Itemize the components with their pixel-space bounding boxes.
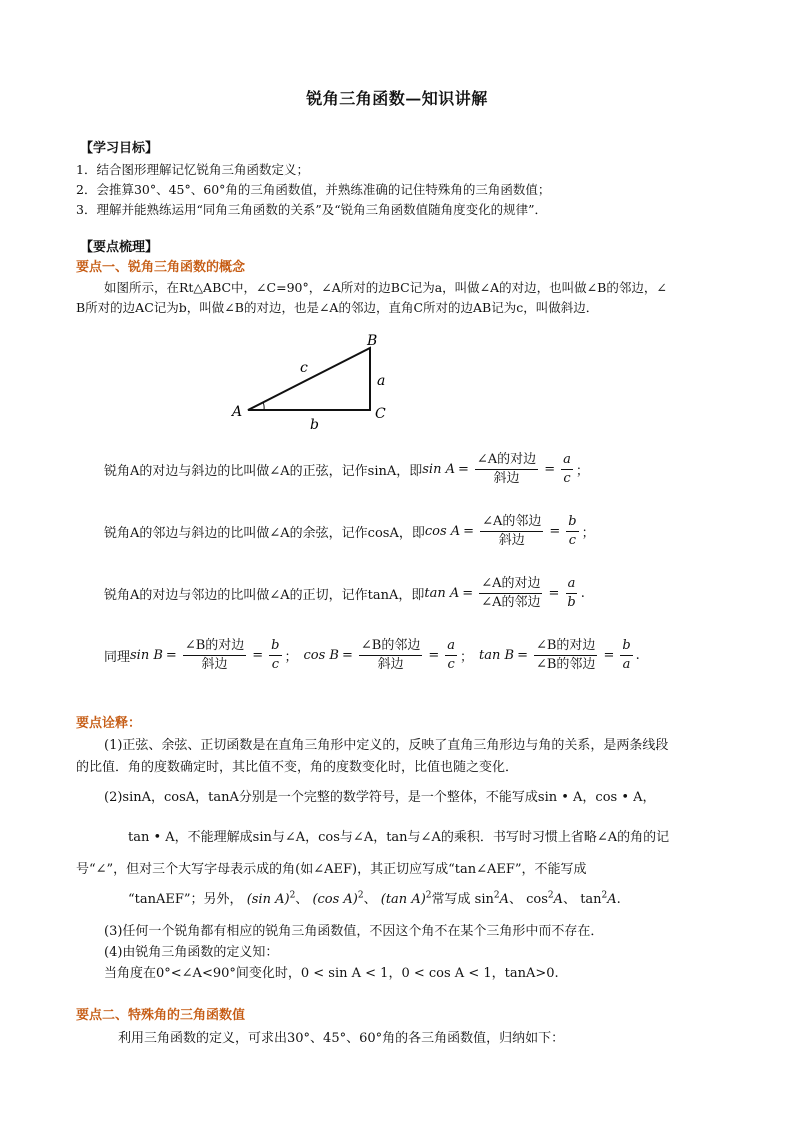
- vertex-b-label: B: [367, 333, 378, 349]
- tan-num-letter: a: [566, 576, 578, 594]
- tan-frac-words: [479, 576, 542, 611]
- cosb-num-words: ∠B的邻边: [359, 638, 422, 656]
- sinb-lhs: sin B: [130, 648, 163, 663]
- cos-num-words: ∠A的邻边: [480, 514, 543, 532]
- tan-def-end: .: [580, 586, 585, 601]
- cos-den-words: 斜边: [498, 533, 525, 548]
- goals-heading: 【学习目标】: [80, 141, 159, 156]
- cos-definition: 锐角A的邻边与斜边的比叫做∠A的余弦，记作cosA，即 cos A = $\frac{\text{∠A的邻边}}{\text{斜边}}$ = $\frac{b}{c}$ ；: [104, 514, 595, 548]
- cos-frac-letters: [566, 514, 578, 549]
- points-heading: 【要点梳理】: [80, 240, 159, 255]
- similar-prefix: 同理: [104, 650, 131, 665]
- cosb-frac-words: [359, 638, 422, 673]
- cos-def-text: 锐角A的邻边与斜边的比叫做∠A的余弦，记作cosA，即: [104, 526, 425, 541]
- cos-frac-words: [480, 514, 543, 549]
- cosb-num-letter: a: [445, 638, 457, 656]
- tanb-lhs: tan B: [479, 648, 515, 663]
- sinb-num-words: ∠B的对边: [183, 638, 246, 656]
- sin-den-letter: c: [563, 471, 571, 486]
- tanb-frac-words: [534, 638, 597, 673]
- note-3: (3)任何一个锐角都有相应的锐角三角函数值，不因这个角不在某个三角形中而不存在．: [104, 924, 604, 939]
- goal-item-1: 1．结合图形理解记忆锐角三角函数定义；: [76, 162, 309, 177]
- tanb-num-words: ∠B的对边: [534, 638, 597, 656]
- goal-item-3: 3．理解并能熟练运用“同角三角函数的关系”及“锐角三角函数值随角度变化的规律”．: [76, 202, 548, 217]
- point1-title: 要点一、锐角三角函数的概念: [76, 260, 246, 275]
- vertex-c-label: C: [375, 406, 386, 422]
- note-2-line-4: “tanAEF”；另外， (sin A)$^2$、 (cos A)$^2$、 (tan A)$^2$常写成 $\sin^2A$、 $\cos^2A$、 $\tan^2A$.: [128, 890, 621, 907]
- note-1-line-2: 的比值．角的度数确定时，其比值不变，角的度数变化时，比值也随之变化．: [76, 760, 519, 775]
- cosb-frac-letters: [445, 638, 457, 673]
- angle-b-definitions: 同理 sin B = $\frac{\text{∠B的对边}}{\text{斜边}}$ = $\frac{b}{c}$ ； cos B = $\frac{\text{∠B的邻边}}{\text{斜边}}$ = $\frac{a}{c}$ ； tan B = $\frac{\text{∠B的对边}}{\text{∠B的邻边}}$ = $\frac{b}{a}$ .: [104, 638, 640, 672]
- point1-text-1: 如图所示，在Rt△ABC中，∠C=90°，∠A所对的边BC记为a，叫做∠A的对边，也叫做∠B的邻边，∠: [104, 280, 667, 295]
- cos-den-letter: c: [568, 533, 577, 548]
- note-2-line-1: (2)sinA，cosA，tanA分别是一个完整的数学符号，是一个整体，不能写成sin • A，cos • A，: [104, 790, 656, 805]
- side-b-label: b: [310, 417, 319, 433]
- tan-def-text: 锐角A的对边与邻边的比叫做∠A的正切，记作tanA，即: [104, 588, 425, 603]
- note-2-written-as: 常写成: [431, 892, 471, 907]
- sinb-frac-letters: [269, 638, 281, 673]
- tan-frac-letters: [565, 576, 577, 611]
- sinb-end: ；: [284, 650, 298, 665]
- sin-def-end: ；: [575, 464, 589, 479]
- sin-lhs: sin A: [422, 462, 455, 477]
- page-title: 锐角三角函数—知识讲解: [306, 89, 488, 108]
- sin-num-letter: a: [561, 452, 573, 470]
- sin-definition: 锐角A的对边与斜边的比叫做∠A的正弦，记作sinA，即 sin A = $\frac{\text{∠A的对边}}{\text{斜边}}$ = $\frac{a}{c}$ ；: [104, 452, 589, 486]
- cosb-den-letter: c: [447, 657, 455, 672]
- tan-lhs: tan A: [424, 586, 460, 601]
- goal-item-2: 2．会推算30°、45°、60°角的三角函数值，并熟练准确的记住特殊角的三角函数值；: [76, 182, 551, 197]
- point2-text: 利用三角函数的定义，可求出30°、45°、60°角的各三角函数值，归纳如下：: [118, 1031, 565, 1046]
- tanb-den-words: ∠B的邻边: [535, 657, 596, 672]
- sin-frac-letters: [561, 452, 573, 487]
- tanb-end: .: [635, 648, 640, 663]
- sinb-den-words: 斜边: [201, 657, 228, 672]
- point1-text-2: B所对的边AC记为b，叫做∠B的对边，也是∠A的邻边，直角C所对的边AB记为c，叫做斜边．: [76, 300, 599, 315]
- sin-def-text: 锐角A的对边与斜边的比叫做∠A的正弦，记作sinA，即: [104, 464, 423, 479]
- tanb-num-letter: b: [620, 638, 632, 656]
- note-2-line-4-prefix: “tanAEF”；另外，: [128, 892, 243, 907]
- note-1-line-1: (1)正弦、余弦、正切函数是在直角三角形中定义的，反映了直角三角形边与角的关系，是两条线段: [104, 738, 669, 753]
- cos-num-letter: b: [566, 514, 578, 532]
- sinb-frac-words: [183, 638, 246, 673]
- cosb-lhs: cos B: [303, 648, 339, 663]
- sin-a-squared-paren: (sin A): [246, 892, 290, 907]
- tanb-frac-letters: [620, 638, 632, 673]
- cos-a-squared-paren: (cos A): [312, 892, 358, 907]
- tanb-den-letter: a: [622, 657, 631, 672]
- tan-squared: tan: [580, 892, 602, 907]
- note-2-line-3: 号“∠”，但对三个大写字母表示成的角(如∠AEF)，其正切应写成“tan∠AEF”，不能写成: [76, 862, 587, 877]
- sin-squared: sin: [474, 892, 494, 907]
- tan-num-words: ∠A的对边: [479, 576, 542, 594]
- notes-title: 要点诠释：: [76, 716, 142, 731]
- angle-a-arc: [263, 402, 264, 410]
- sinb-num-letter: b: [269, 638, 281, 656]
- tan-den-letter: b: [567, 595, 576, 610]
- sin-num-words: ∠A的对边: [475, 452, 538, 470]
- note-4-range: 当角度在0°<∠A<90°间变化时，0 < sin A < 1，0 < cos A < 1，tanA>0.: [104, 966, 559, 981]
- sinb-den-letter: c: [271, 657, 279, 672]
- cos-def-end: ；: [581, 526, 595, 541]
- side-a-label: a: [377, 373, 386, 389]
- sin-frac-words: [475, 452, 538, 487]
- point2-title: 要点二、特殊角的三角函数值: [76, 1008, 246, 1023]
- tan-definition: 锐角A的对边与邻边的比叫做∠A的正切，记作tanA，即 tan A = $\frac{\text{∠A的对边}}{\text{∠A的邻边}}$ = $\frac{a}{b}$ .: [104, 576, 585, 610]
- side-c-label: c: [300, 360, 308, 376]
- cos-lhs: cos A: [424, 524, 461, 539]
- tan-a-squared-paren: (tan A): [380, 892, 426, 907]
- triangle-diagram: [225, 328, 395, 438]
- sin-den-words: 斜边: [493, 471, 520, 486]
- tan-den-words: ∠A的邻边: [481, 595, 541, 610]
- note-2-line-2: tan • A，不能理解成sin与∠A，cos与∠A，tan与∠A的乘积．书写时习惯上省略∠A的角的记: [128, 830, 670, 845]
- triangle-shape: [248, 348, 370, 410]
- note-4: (4)由锐角三角函数的定义知：: [104, 945, 279, 960]
- cosb-den-words: 斜边: [377, 657, 404, 672]
- vertex-a-label: A: [232, 404, 243, 420]
- cos-squared: cos: [526, 892, 548, 907]
- cosb-end: ；: [460, 650, 474, 665]
